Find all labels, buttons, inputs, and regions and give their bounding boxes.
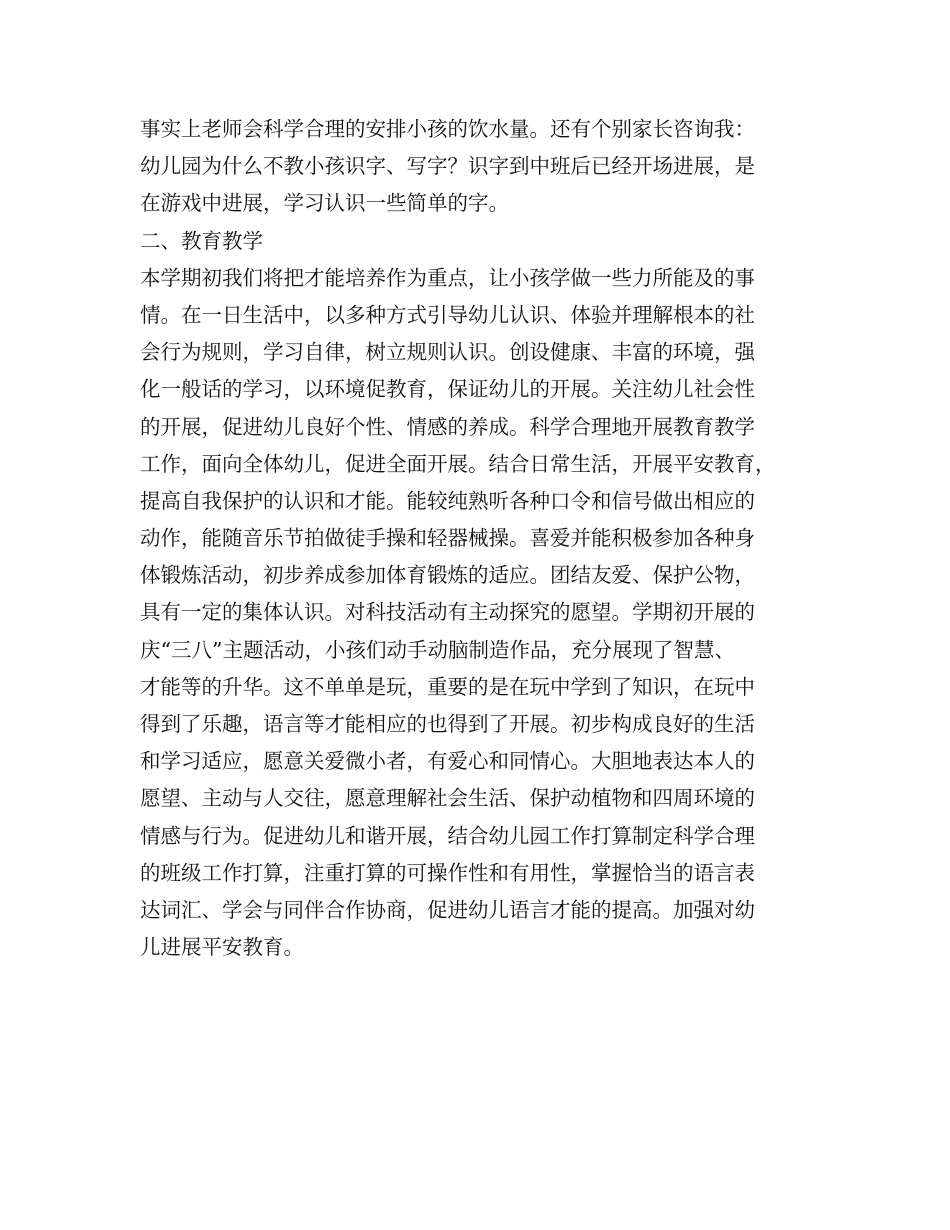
text-line: 在游戏中进展，学习认识一些简单的字。: [140, 191, 509, 216]
text-line: 达词汇、学会与同伴合作协商，促进幼儿语言才能的提高。加强对幼: [140, 897, 755, 922]
text-line: 得到了乐趣，语言等才能相应的也得到了开展。初步构成良好的生活: [140, 712, 755, 736]
text-line: 才能等的升华。这不单单是玩，重要的是在玩中学到了知识，在玩中: [140, 674, 755, 699]
text-line: 事实上老师会科学合理的安排小孩的饮水量。还有个别家长咨询我：: [140, 117, 755, 141]
text-line: 情感与行为。促进幼儿和谐开展，结合幼儿园工作打算制定科学合理: [140, 823, 755, 848]
text-line: 工作，面向全体幼儿，促进全面开展。结合日常生活，开展平安教育，: [140, 451, 776, 476]
text-line: 的班级工作打算，注重打算的可操作性和有用性，掌握恰当的语言表: [140, 860, 755, 885]
text-line: 的开展，促进幼儿良好个性、情感的养成。科学合理地开展教育教学: [140, 414, 755, 439]
text-line: 愿望、主动与人交往，愿意理解社会生活、保护动植物和四周环境的: [140, 786, 755, 811]
text-line: 情。在一日生活中，以多种方式引导幼儿认识、体验并理解根本的社: [140, 302, 755, 327]
text-line: 具有一定的集体认识。对科技活动有主动探究的愿望。学期初开展的: [140, 600, 755, 625]
text-line: 会行为规则，学习自律，树立规则认识。创设健康、丰富的环境，强: [140, 340, 755, 365]
text-line: 和学习适应，愿意关爱微小者，有爱心和同情心。大胆地表达本人的: [140, 749, 755, 774]
text-line: 幼儿园为什么不教小孩识字、写字？识字到中班后已经开场进展，是: [140, 154, 755, 179]
text-line: 庆“三八”主题活动，小孩们动手动脑制造作品，充分展现了智慧、: [140, 637, 735, 662]
text-line: 本学期初我们将把才能培养作为重点，让小孩学做一些力所能及的事: [140, 265, 755, 290]
document-body: [140, 111, 830, 966]
text-line: 体锻炼活动，初步养成参加体育锻炼的适应。团结友爱、保护公物，: [140, 563, 755, 588]
section-heading: 二、教育教学: [140, 228, 263, 253]
text-line: 提高自我保护的认识和才能。能较纯熟听各种口令和信号做出相应的: [140, 488, 755, 513]
text-line: 动作，能随音乐节拍做徒手操和轻器械操。喜爱并能积极参加各种身: [140, 526, 755, 551]
text-line: 化一般话的学习，以环境促教育，保证幼儿的开展。关注幼儿社会性: [140, 377, 755, 402]
text-line: 儿进展平安教育。: [140, 935, 304, 960]
